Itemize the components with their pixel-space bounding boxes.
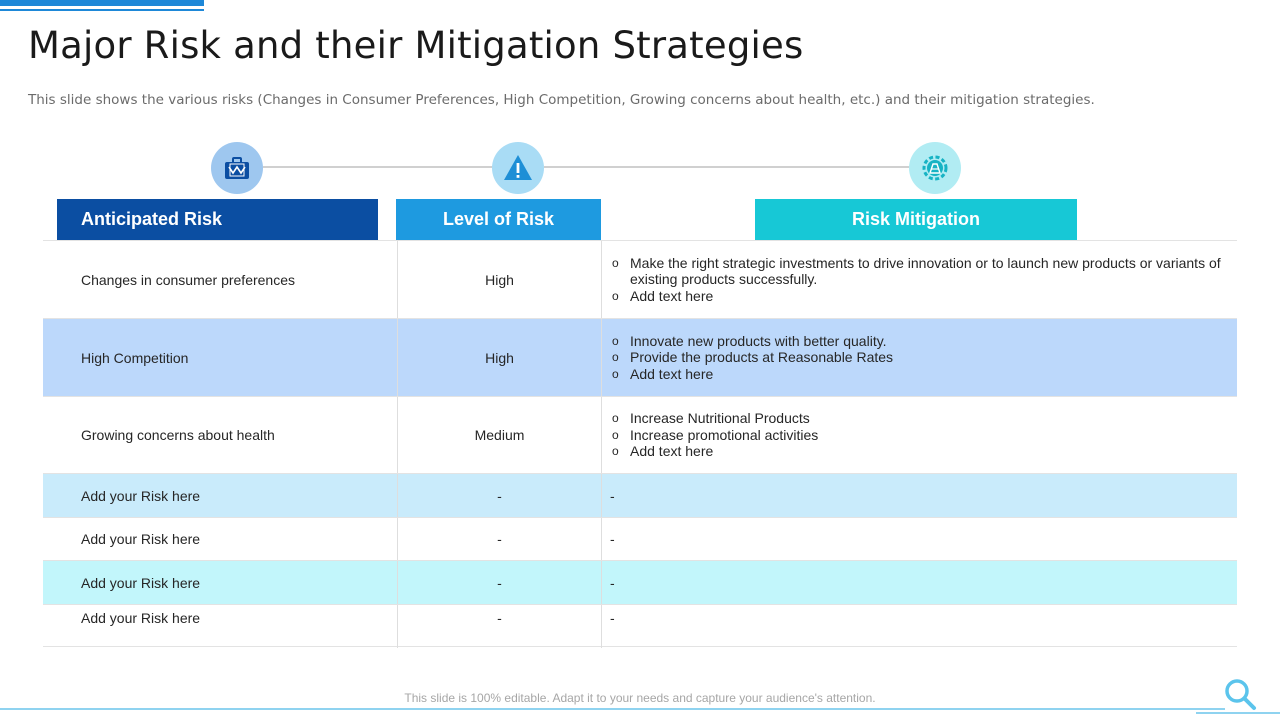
header-anticipated-risk — [57, 199, 378, 240]
level-cell: - — [398, 561, 602, 604]
mitigation-cell: - — [610, 531, 615, 547]
mitigation-item: o Add text here — [610, 443, 818, 460]
table-row — [43, 240, 1237, 318]
mitigation-cell: - — [610, 610, 615, 626]
mitigation-item: o Make the right strategic investments to drive innovation or to launch new products or variants of existing products successfully. — [610, 255, 1227, 288]
table-row — [43, 318, 1237, 396]
mitigation-item: o Increase promotional activities — [610, 427, 818, 444]
page-title: Major Risk and their Mitigation Strategies — [28, 24, 804, 67]
page-subtitle: This slide shows the various risks (Changes in Consumer Preferences, High Competition, Growing concerns about health, etc.) and their mitigation strategies. — [28, 92, 1095, 108]
table-row — [43, 560, 1237, 604]
risk-cell: Changes in consumer preferences — [43, 241, 398, 318]
gear-icon — [909, 142, 961, 194]
mitigation-cell: - — [610, 574, 615, 591]
briefcase-icon — [211, 142, 263, 194]
mitigation-list — [610, 255, 1227, 305]
header-risk-mitigation — [755, 199, 1077, 240]
top-accent-bar — [0, 0, 204, 6]
header-level-of-risk-label: Level of Risk — [442, 209, 555, 229]
icon-connector-line — [544, 166, 910, 168]
mitigation-item: o Add text here — [610, 288, 1227, 305]
mitigation-cell — [602, 319, 1237, 396]
level-cell: Medium — [398, 397, 602, 473]
footer-note: This slide is 100% editable. Adapt it to your needs and capture your audience's attention. — [404, 691, 876, 705]
mitigation-cell — [602, 241, 1237, 318]
level-cell: - — [398, 518, 602, 560]
mitigation-cell — [602, 397, 1237, 473]
mitigation-item: o Increase Nutritional Products — [610, 410, 818, 427]
footer-divider — [0, 708, 1225, 710]
table-row — [43, 473, 1237, 517]
level-cell: - — [398, 474, 602, 517]
risk-cell: Growing concerns about health — [43, 397, 398, 473]
warning-triangle-icon — [492, 142, 544, 194]
top-accent-line — [0, 9, 204, 11]
level-cell: - — [398, 605, 602, 648]
level-cell: High — [398, 319, 602, 396]
risk-cell: Add your Risk here — [43, 605, 398, 648]
header-risk-mitigation-label: Risk Mitigation — [851, 209, 980, 229]
table-row — [43, 396, 1237, 473]
mitigation-item: o Innovate new products with better quality. — [610, 333, 893, 350]
risk-cell: Add your Risk here — [43, 474, 398, 517]
header-level-of-risk — [396, 199, 601, 240]
risk-cell: Add your Risk here — [43, 561, 398, 604]
risk-cell: High Competition — [43, 319, 398, 396]
table-row — [43, 517, 1237, 560]
mitigation-item: o Provide the products at Reasonable Rates — [610, 349, 893, 366]
level-cell: High — [398, 241, 602, 318]
footer-divider-accent — [1196, 712, 1280, 714]
icon-connector-line — [263, 166, 493, 168]
mitigation-item: o Add text here — [610, 366, 893, 383]
header-anticipated-risk-label: Anticipated Risk — [81, 209, 223, 229]
table-row — [43, 604, 1237, 647]
risk-cell: Add your Risk here — [43, 518, 398, 560]
mitigation-list — [610, 333, 893, 383]
mitigation-cell: - — [610, 487, 615, 504]
search-icon — [1222, 676, 1258, 712]
risk-table — [43, 240, 1237, 647]
mitigation-list — [610, 410, 818, 460]
